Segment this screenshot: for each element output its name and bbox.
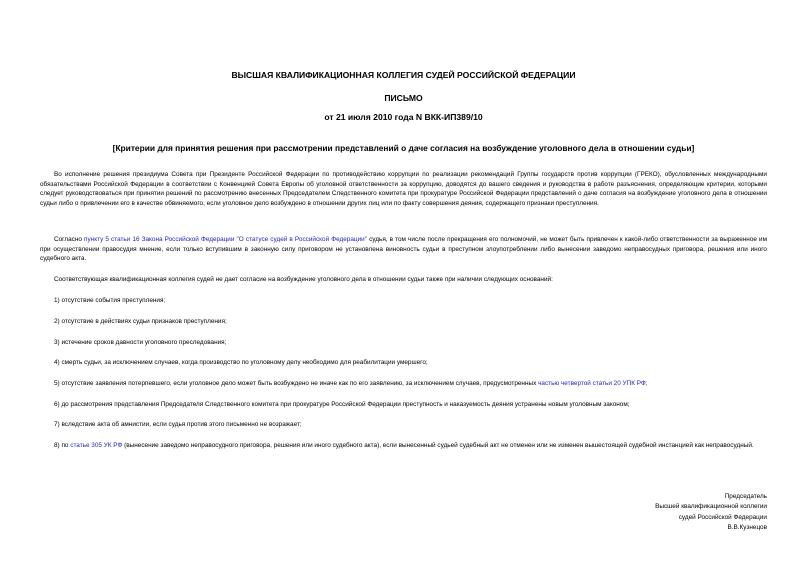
list-item-5: [54, 379, 767, 389]
uk-article-305-link[interactable]: статье 305 УК РФ: [70, 442, 123, 449]
list-item-5-text: 5) отсутствие заявления потерпевшего, если уголовное дело может быть возбуждено не иначе как по его заявлению, за исключением случаев, предусмотренных: [54, 380, 539, 387]
signature-block: [655, 492, 767, 534]
organization-title: ВЫСШАЯ КВАЛИФИКАЦИОННАЯ КОЛЛЕГИЯ СУДЕЙ РОССИЙСКОЙ ФЕДЕРАЦИИ: [231, 70, 576, 80]
signature-organization: Высшей квалификационной коллегии: [655, 503, 767, 511]
paragraph-grounds: Соответствующая квалификационная коллегия судей не дает согласие на возбуждение уголовного дела в отношении судьи также при наличии следующих оснований:: [54, 276, 553, 283]
signature-organization-2: судей Российской Федерации: [678, 513, 767, 521]
list-item-3: 3) истечение сроков давности уголовного преследования;: [54, 339, 227, 346]
signature-position: Председатель: [724, 493, 767, 500]
law-status-of-judges-link[interactable]: пункту 5 статьи 16 Закона Российской Федерации "О статусе судей в Российской Федерации": [84, 236, 367, 243]
list-item-4: 4) смерть судьи, за исключением случаев, когда производство по уголовному делу необходимо для реабилитации умершего;: [54, 359, 428, 366]
list-item-5-end: ;: [645, 380, 648, 387]
list-item-8: [40, 441, 767, 451]
list-item-2: 2) отсутствие в действиях судьи признаков преступления;: [54, 318, 227, 325]
list-item-8-end: (вынесение заведомо неправосудного приговора, решения или иного судебного акта), если вынесенный судьей судебный акт не отменен или не изменен вышестоящей судебной инстанцией как неправосудный.: [122, 442, 754, 449]
list-item-8-text: 8) по: [54, 442, 71, 449]
paragraph-intro: Во исполнение решения президиума Совета при Президенте Российской Федерации по противодействию коррупции по реализации рекомендаций Группы государств против коррупции (ГРЕКО), обусловленных международными обязательствами Российской Федерации в соответствии с Конвенцией Совета Европы об уголовной ответственности за коррупцию, доводятся до вашего сведения и руководства в работе разъяснения, определяющие критерии, которыми следует руководствоваться при принятии решений по рассмотрению внесенных Председателем Следственного комитета при прокуратуре Российской Федерации представлений о даче согласия на возбуждение уголовного дела в отношении судьи либо о привлечении его в качестве обвиняемого, если уголовное дело возбуждено в отношении других лиц или по факту совершения деяния, содержащего признаки преступления.: [40, 171, 767, 207]
list-item-6: 6) до рассмотрения представления Председателя Следственного комитета при прокуратуре Российской Федерации преступность и наказуемость деяния устранены новым уголовным законом;: [54, 401, 630, 408]
document-type: ПИСЬМО: [384, 93, 423, 103]
list-item-1: 1) отсутствие события преступления;: [54, 297, 166, 304]
signature-name: В.В.Кузнецов: [727, 524, 767, 532]
document-subject: [Критерии для принятия решения при рассмотрении представлений о даче согласия на возбуждение уголовного дела в отношении судьи]: [112, 143, 695, 153]
document-date-number: от 21 июля 2010 года N ВКК-ИП389/10: [324, 112, 483, 122]
upk-article-20-link[interactable]: частью четвертой статьи 20 УПК РФ: [538, 380, 646, 387]
paragraph-article-text-end: судья, в том числе после прекращения его полномочий, не может быть привлечен к какой-либо ответственности за выраженное им при осуществлении правосудия мнение, если только вступившим в законную силу приговором не установлена виновность судьи в преступном злоупотреблении либо вынесении заведомо неправосудных приговора, решения или иного судебного акта.: [40, 236, 768, 263]
list-item-7: 7) вследствие акта об амнистии, если судья против этого письменно не возражает;: [54, 421, 302, 428]
paragraph-article: [40, 235, 767, 264]
paragraph-article-text-start: Согласно: [54, 236, 85, 243]
